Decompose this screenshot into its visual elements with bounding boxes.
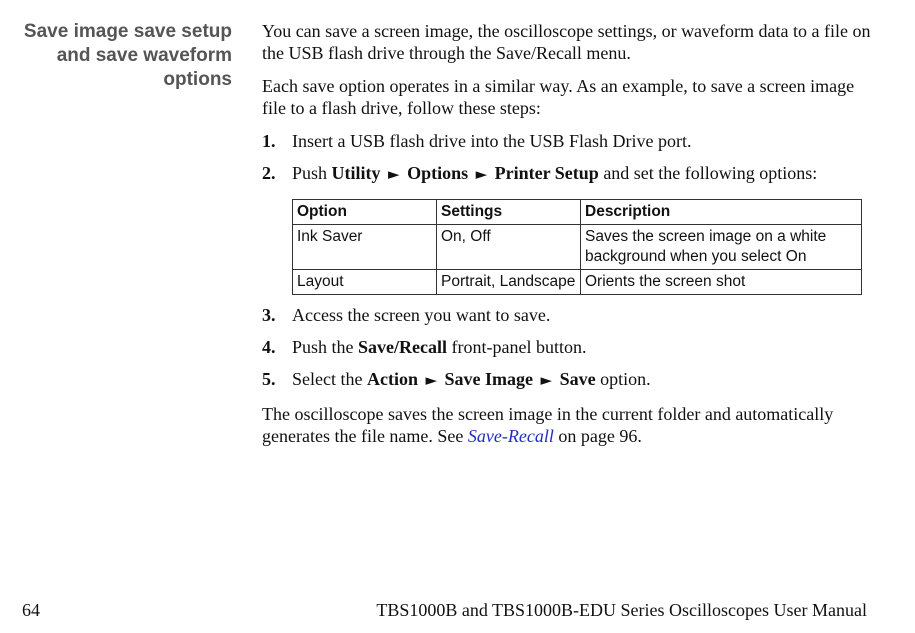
conclusion-text-after: on page 96. xyxy=(553,426,642,446)
step-number: 2. xyxy=(262,163,276,183)
conclusion-paragraph xyxy=(262,403,872,447)
side-heading-line-2: and save waveform xyxy=(56,45,232,66)
step-2 xyxy=(262,162,872,185)
menu-path-save: Save xyxy=(559,369,596,389)
step-text-after: and set the following options: xyxy=(598,163,818,183)
column-header: Description xyxy=(581,200,862,225)
step-text-before: Push xyxy=(292,163,332,183)
step-text-before: Push the xyxy=(292,337,359,357)
options-table xyxy=(292,199,862,295)
arrow-right-icon: ► xyxy=(425,371,438,389)
table-cell: On, Off xyxy=(437,225,581,270)
menu-path-utility: Utility xyxy=(331,163,381,183)
table-row xyxy=(293,225,862,270)
intro-paragraph: You can save a screen image, the oscilloscope settings, or waveform data to a file on the USB flash drive through the Save/Recall menu. xyxy=(262,21,871,63)
side-heading-line-1: Save image save setup xyxy=(23,21,232,42)
save-recall-link[interactable]: Save-Recall xyxy=(467,426,554,446)
save-recall-button-name: Save/Recall xyxy=(358,337,447,357)
page-number: 64 xyxy=(22,600,40,620)
step-number: 4. xyxy=(262,337,276,357)
step-text-after: option. xyxy=(595,369,651,389)
menu-path-save-image: Save Image xyxy=(444,369,534,389)
step-1 xyxy=(262,130,872,152)
step-3 xyxy=(262,304,872,326)
table-cell: Saves the screen image on a white background when you select On xyxy=(581,225,862,270)
menu-path-printer-setup: Printer Setup xyxy=(494,163,599,183)
arrow-right-icon: ► xyxy=(388,165,400,183)
step-number: 1. xyxy=(262,131,276,151)
main-content xyxy=(262,20,872,447)
table-cell: Layout xyxy=(293,270,437,295)
steps-list-top xyxy=(262,130,872,185)
table-cell: Ink Saver xyxy=(293,225,437,270)
table-row xyxy=(293,270,862,295)
column-header: Settings xyxy=(437,200,581,225)
menu-path-options: Options xyxy=(407,163,469,183)
step-number: 5. xyxy=(262,369,276,389)
step-text: Access the screen you want to save. xyxy=(292,305,551,325)
table-cell: Portrait, Landscape xyxy=(437,270,581,295)
conclusion-text-before: The oscilloscope saves the screen image in the current folder and automatically generates the file name. See xyxy=(262,404,834,446)
step-text: Insert a USB flash drive into the USB Flash Drive port. xyxy=(292,131,692,151)
step-5 xyxy=(262,368,872,391)
step-text-after: front-panel button. xyxy=(447,337,587,357)
arrow-right-icon: ► xyxy=(540,371,553,389)
steps-list-bottom xyxy=(262,304,872,391)
table-cell: Orients the screen shot xyxy=(581,270,862,295)
menu-path-action: Action xyxy=(366,369,418,389)
side-heading-line-3: options xyxy=(163,69,232,90)
side-heading xyxy=(20,20,232,92)
arrow-right-icon: ► xyxy=(475,165,488,183)
step-4 xyxy=(262,336,872,358)
column-header: Option xyxy=(293,200,437,225)
example-paragraph: Each save option operates in a similar way. As an example, to save a screen image file to a flash drive, follow these steps: xyxy=(262,76,855,118)
manual-title: TBS1000B and TBS1000B-EDU Series Oscilloscopes User Manual xyxy=(376,600,867,620)
step-text-before: Select the xyxy=(292,369,367,389)
step-number: 3. xyxy=(262,305,276,325)
table-header-row xyxy=(293,200,862,225)
